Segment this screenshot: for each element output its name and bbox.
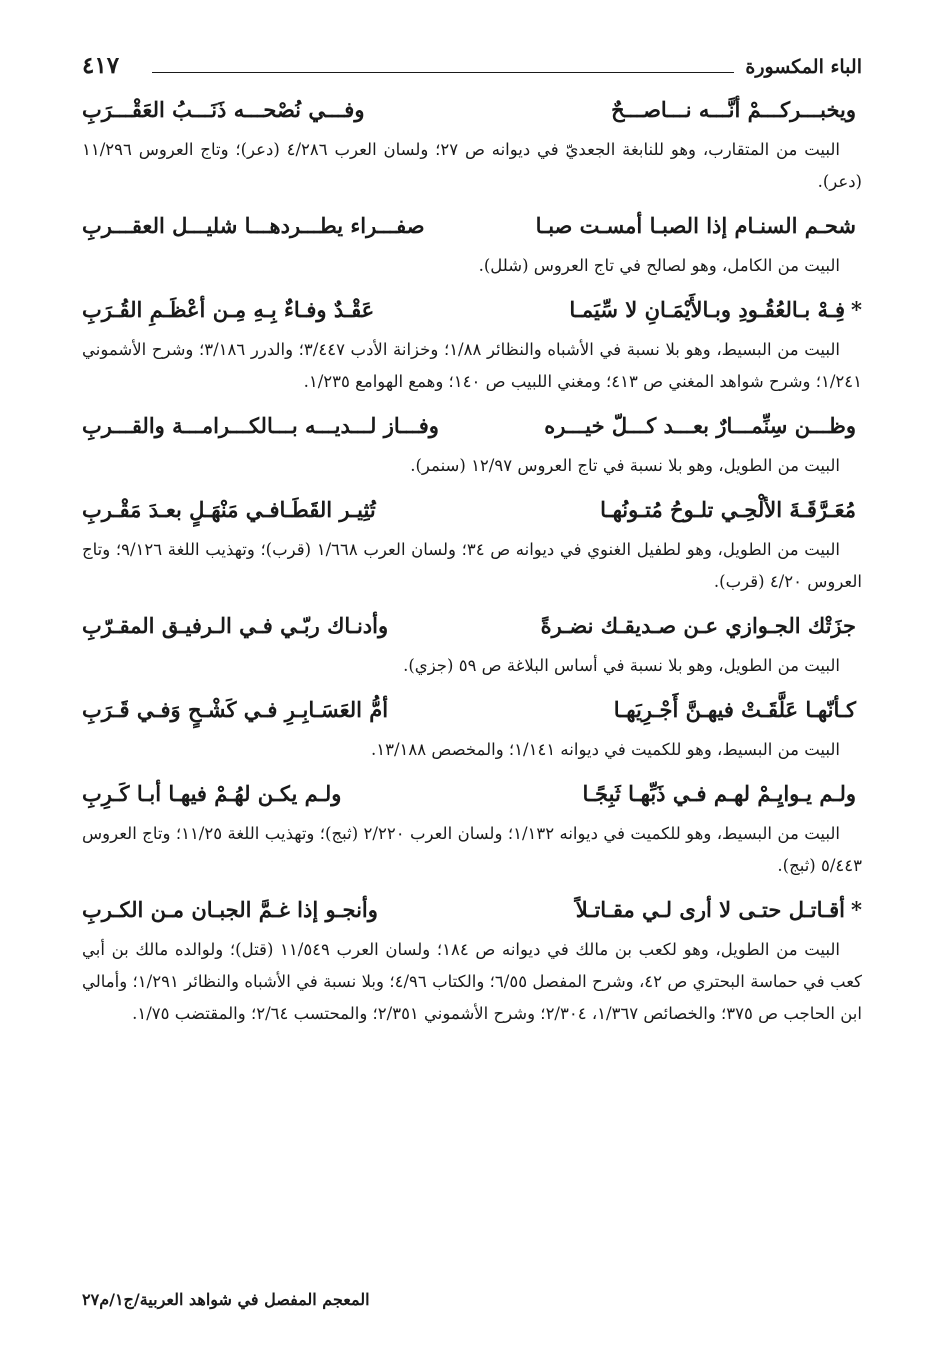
verse-line bbox=[82, 86, 862, 134]
entry bbox=[82, 486, 862, 598]
page-body bbox=[82, 52, 862, 1034]
hemistich-first: شحـم السنـام إذا الصبـا أمسـت صبـا bbox=[535, 213, 856, 238]
source-note: البيت من الطويل، وهو بلا نسبة في تاج العروس ١٢/٩٧ (سنمر). bbox=[410, 456, 840, 475]
source-note: البيت من الطويل، وهو بلا نسبة في أساس البلاغة ص ٥٩ (جزي). bbox=[403, 656, 840, 675]
star-marker: * bbox=[851, 297, 862, 322]
footer-caption: المعجم المفصل في شواهد العربية/ج١/م٢٧ bbox=[82, 1290, 370, 1309]
hemistich-first: مُعَـرَّقَـةَ الألْحِـي تلـوحُ مُتـونُهـا bbox=[600, 497, 856, 522]
source-note: البيت من الطويل، وهو لكعب بن مالك في ديوانه ص ١٨٤؛ ولسان العرب ١١/٥٤٩ (قتل)؛ ولوالده مالك بن أبي كعب في حماسة البحتري ص ٤٢، وشرح المفصل ٦/٥٥؛ والكتاب ٤/٩٦؛ وبلا نسبة في الأشباه والنظائر ١/٢٩١؛ وأمالي ابن الحاجب ص ٣٧٥؛ والخصائص ١/٣٦٧، ٢/٣٠٤؛ وشرح الأشموني ٢/٣٥١؛ والمحتسب ٢/٦٤؛ والمقتضب ١/٧٥. bbox=[82, 940, 863, 1023]
entry bbox=[82, 886, 862, 1030]
running-title: الباء المكسورة bbox=[745, 56, 862, 78]
star-marker: * bbox=[851, 897, 862, 922]
verse-line bbox=[82, 202, 862, 250]
entry bbox=[82, 86, 862, 198]
entry bbox=[82, 202, 862, 282]
hemistich-second: وأدنـاك ربّـي فـي الـرفيـق المقـرّبِ bbox=[82, 613, 389, 638]
verse-line bbox=[82, 402, 862, 450]
entry bbox=[82, 286, 862, 398]
header-rule bbox=[152, 72, 734, 73]
hemistich-second: وأنجـو إذا غـمَّ الجبـان مـن الكـربِ bbox=[82, 897, 378, 922]
page-footer bbox=[82, 1290, 862, 1320]
hemistich-second: تُثِيـر القَطَـافـي مَنْهَـلٍ بعـدَ مَقْـربِ bbox=[82, 497, 376, 522]
entry bbox=[82, 770, 862, 882]
entries-list bbox=[82, 86, 862, 1030]
page-header bbox=[82, 52, 862, 86]
hemistich-second: ولـم يكـن لهُـمْ فيهـا أبـا كَـرِبِ bbox=[82, 781, 342, 806]
page-number: ٤١٧ bbox=[82, 52, 120, 79]
hemistich-second: عَقْـدٌ وفـاءٌ بِـهِ مِـن أعْظَـمِ القُـرَبِ bbox=[82, 297, 375, 322]
verse-line bbox=[82, 486, 862, 534]
hemistich-second: أمُّ العَسَـابِـرِ فـي كَشْـحٍ وَفـي قَـرَبِ bbox=[82, 697, 389, 722]
source-note: البيت من المتقارب، وهو للنابغة الجعديّ في ديوانه ص ٢٧؛ ولسان العرب ٤/٢٨٦ (دعر)؛ وتاج العروس ١١/٢٩٦ (دعر). bbox=[82, 140, 862, 191]
hemistich-first: كـأنّهـا عَلَّقَـتْ فيهـنَّ أَجْـرِيَهـا bbox=[613, 697, 856, 722]
verse-line bbox=[82, 286, 862, 334]
hemistich-first: جزَتْك الجـوازي عـن صـديقـك نضـرةً bbox=[540, 613, 856, 638]
hemistich-first: *أقـاتـل حتـى لا أرى لـي مقـاتـلاً bbox=[575, 897, 862, 922]
hemistich-first: ويخبـــركـــمْ أنَّـــه نـــاصـــحٌ bbox=[611, 97, 856, 122]
source-note: البيت من البسيط، وهو للكميت في ديوانه ١/١٤١؛ والمخصص ١٣/١٨٨. bbox=[371, 740, 840, 759]
hemistich-second: وفـــاز لـــديـــه بـــالكـــرامـــة والقـــربِ bbox=[82, 413, 439, 438]
hemistich-second: صفـــراء يطـــردهـــا شليـــل العقـــربِ bbox=[82, 213, 425, 238]
hemistich-first: *فِـهْ بـالعُقُـودِ وبـالأَيْمَـانِ لا سِّيَمـا bbox=[569, 297, 862, 322]
hemistich-second: وفـــي نُصْحـــه ذَنَـــبُ العَقْـــرَبِ bbox=[82, 97, 365, 122]
entry bbox=[82, 402, 862, 482]
source-note: البيت من الطويل، وهو لطفيل الغنوي في ديوانه ص ٣٤؛ ولسان العرب ١/٦٦٨ (قرب)؛ وتهذيب اللغة ٩/١٢٦؛ وتاج العروس ٤/٢٠ (قرب). bbox=[82, 540, 862, 591]
source-note: البيت من البسيط، وهو للكميت في ديوانه ١/١٣٢؛ ولسان العرب ٢/٢٢٠ (ثبج)؛ وتهذيب اللغة ١١/٢٥؛ وتاج العروس ٥/٤٤٣ (ثبج). bbox=[82, 824, 862, 875]
hemistich-first: ولـم يـوايِـمْ لهـم فـي ذَبِّهـا ثَبِجًـا bbox=[582, 781, 856, 806]
verse-line bbox=[82, 686, 862, 734]
entry bbox=[82, 686, 862, 766]
verse-line bbox=[82, 770, 862, 818]
source-note: البيت من الكامل، وهو لصالح في تاج العروس (شلل). bbox=[478, 256, 840, 275]
source-note: البيت من البسيط، وهو بلا نسبة في الأشباه والنظائر ١/٨٨؛ وخزانة الأدب ٣/٤٤٧؛ والدرر ٣/١٨٦؛ وشرح الأشموني ١/٢٤١؛ وشرح شواهد المغني ص ٤١٣؛ ومغني اللبيب ص ١٤٠؛ وهمع الهوامع ١/٢٣٥. bbox=[82, 340, 862, 391]
verse-line bbox=[82, 886, 862, 934]
hemistich-first: وظـــن سِنِّمـــارٌ بعـــد كـــلّ خيـــره bbox=[544, 413, 856, 438]
verse-line bbox=[82, 602, 862, 650]
entry bbox=[82, 602, 862, 682]
